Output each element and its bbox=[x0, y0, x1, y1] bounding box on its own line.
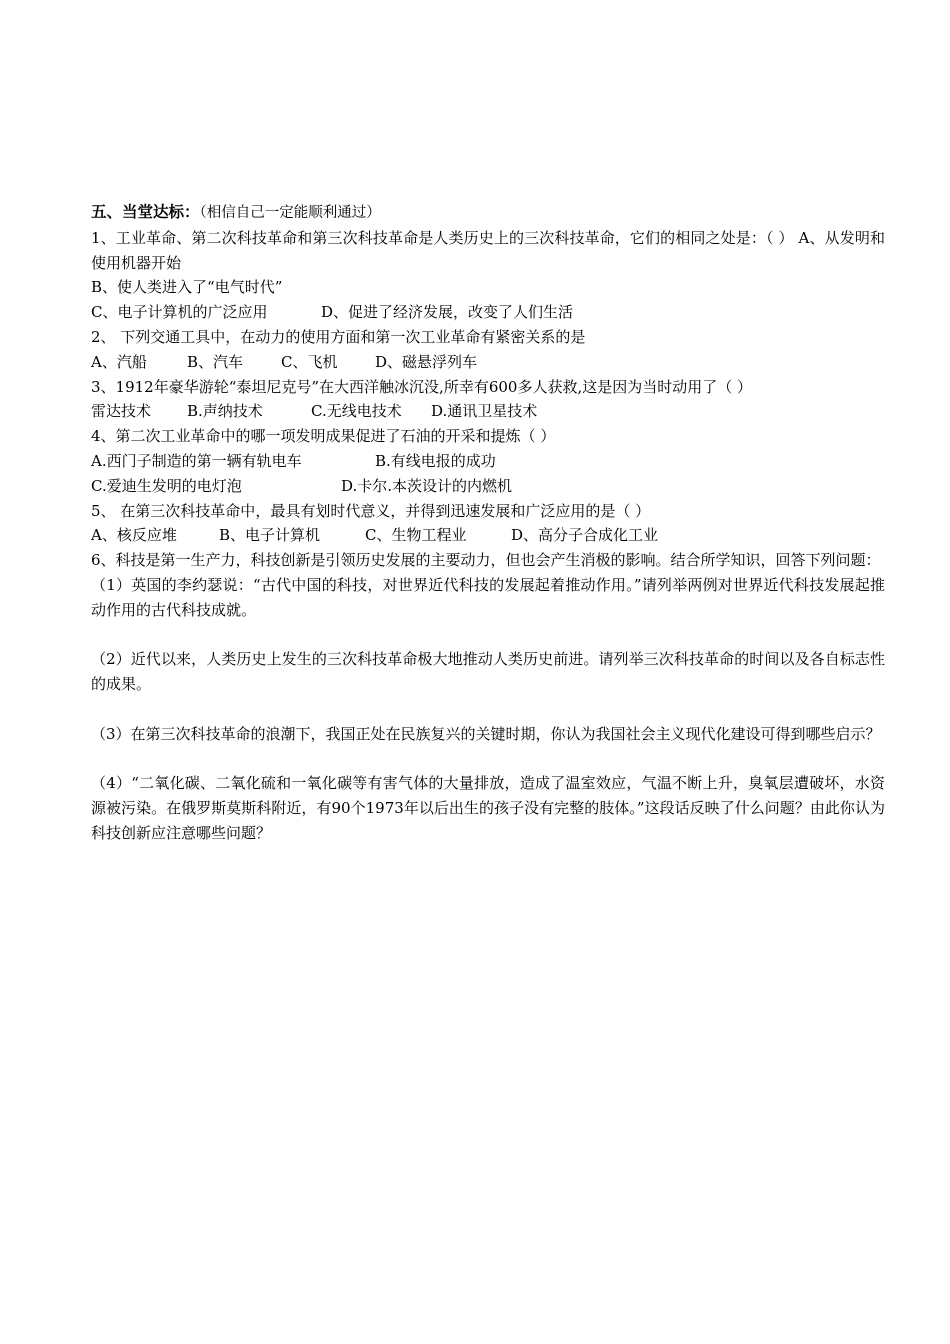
question-6-part-1: （1）英国的李约瑟说：“古代中国的科技，对世界近代科技的发展起着推动作用。”请列举两例对世界近代科技发展起推动作用的古代科技成就。 bbox=[91, 575, 885, 619]
question-4-option-a: A.西门子制造的第一辆有轨电车 bbox=[91, 451, 302, 470]
section-heading: 五、当堂达标： bbox=[91, 203, 200, 221]
exercise-page bbox=[91, 200, 885, 846]
question-6-part-2: （2）近代以来，人类历史上发生的三次科技革命极大地推动人类历史前进。请列举三次科技革命的时间以及各自标志性的成果。 bbox=[91, 650, 885, 694]
question-1-option-d: D、促进了经济发展，改变了人们生活 bbox=[321, 303, 574, 322]
answer-space-1 bbox=[91, 623, 885, 648]
question-5-option-b: B、电子计算机 bbox=[219, 526, 321, 545]
question-3-options bbox=[91, 399, 885, 424]
question-1-options bbox=[91, 275, 885, 300]
question-1-option-c: C、电子计算机的广泛应用 bbox=[91, 303, 268, 322]
section-heading-line bbox=[91, 200, 885, 226]
question-4-option-d: D.卡尔.本茨设计的内燃机 bbox=[341, 476, 513, 495]
question-4-option-b: B.有线电报的成功 bbox=[375, 451, 496, 470]
question-6-stem: 6、科技是第一生产力，科技创新是引领历史发展的主要动力，但也会产生消极的影响。结合所学知识，回答下列问题： bbox=[91, 551, 881, 570]
question-1-options-2 bbox=[91, 300, 885, 325]
answer-space-2 bbox=[91, 697, 885, 722]
question-3-stem: 3、1912年豪华游轮“泰坦尼克号”在大西洋触冰沉没,所幸有600多人获救,这是因为当时动用了（ ） bbox=[91, 377, 752, 396]
question-2-option-a: A、汽船 bbox=[91, 352, 147, 371]
question-2-stem: 2、 下列交通工具中，在动力的使用方面和第一次工业革命有紧密关系的是 bbox=[91, 327, 586, 346]
question-1-stem: 1、工业革命、第二次科技革命和第三次科技革命是人类历史上的三次科技革命，它们的相同之处是：（ ） A、从发明和使用机器开始 bbox=[91, 228, 885, 272]
question-4-option-c: C.爱迪生发明的电灯泡 bbox=[91, 476, 242, 495]
question-3-option-d: D.通讯卫星技术 bbox=[431, 402, 538, 421]
question-5-stem: 5、 在第三次科技革命中，最具有划时代意义，并得到迅速发展和广泛应用的是（ ） bbox=[91, 501, 651, 520]
question-2-option-b: B、汽车 bbox=[187, 352, 244, 371]
question-3-option-a: 雷达技术 bbox=[91, 402, 152, 421]
question-6-part-3: （3）在第三次科技革命的浪潮下，我国正处在民族复兴的关键时期，你认为我国社会主义现代化建设可得到哪些启示？ bbox=[91, 724, 881, 743]
question-2-option-d: D、磁悬浮列车 bbox=[375, 352, 478, 371]
question-5-option-d: D、高分子合成化工业 bbox=[511, 526, 659, 545]
question-4-options-1 bbox=[91, 449, 885, 474]
question-5-options bbox=[91, 523, 885, 548]
question-5-option-c: C、生物工程业 bbox=[365, 526, 467, 545]
question-4-stem: 4、第二次工业革命中的哪一项发明成果促进了石油的开采和提炼（ ） bbox=[91, 427, 556, 446]
question-1-option-b: B、使人类进入了“电气时代” bbox=[91, 278, 283, 297]
question-6-part-4: （4）“二氧化碳、二氧化硫和一氧化碳等有害气体的大量排放，造成了温室效应，气温不断上升，臭氧层遭破坏，水资源被污染。在俄罗斯莫斯科附近，有90个1973年以后出生的孩子没有完整的肢体。”这段话反映了什么问题？由此你认为科技创新应注意哪些问题？ bbox=[91, 774, 885, 842]
question-4-options-2 bbox=[91, 474, 885, 499]
question-2-options bbox=[91, 350, 885, 375]
question-5-option-a: A、核反应堆 bbox=[91, 526, 177, 545]
answer-space-3 bbox=[91, 747, 885, 772]
section-subheading: （相信自己一定能顺利通过） bbox=[199, 205, 381, 221]
question-2-option-c: C、飞机 bbox=[281, 352, 338, 371]
question-3-option-b: B.声纳技术 bbox=[187, 402, 263, 421]
question-3-option-c: C.无线电技术 bbox=[311, 402, 402, 421]
